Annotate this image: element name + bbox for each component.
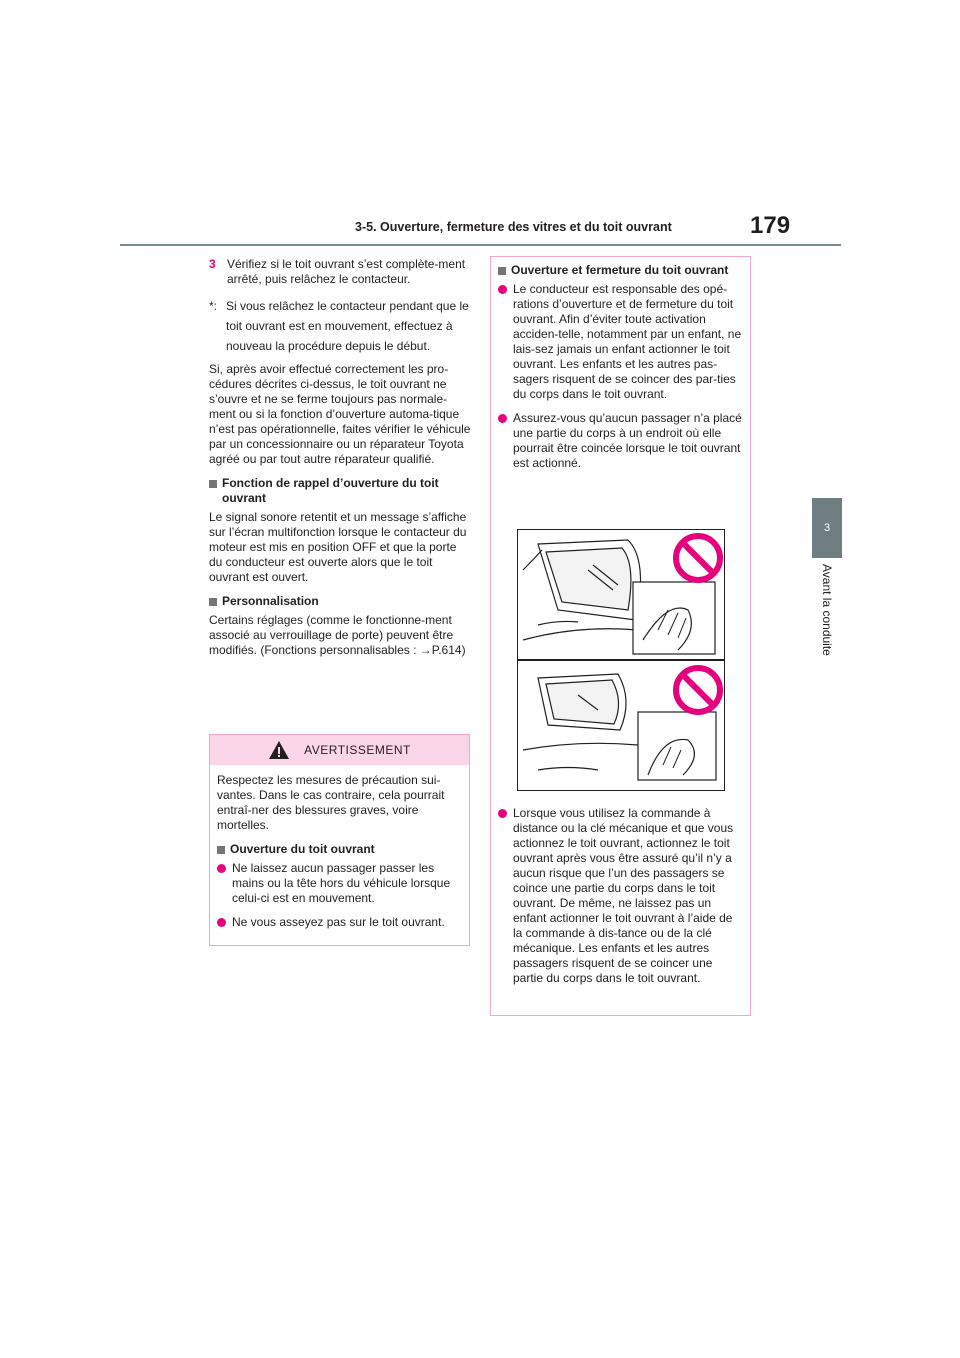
list-item: Le conducteur est responsable des opé-rations d’ouverture et de fermeture du toit ouvrant. Afin d’éviter toute activation acciden-telle, notamment par un enfant, ne lais-sez jamais un enfant actionner le toit ouvrant. Les enfants et les autres pas-sagers risquent de se coincer des par-ties du corps dans le toit ouvrant. xyxy=(498,282,742,402)
list-item: Ne laissez aucun passager passer les mains ou la tête hors du véhicule lorsque celui-ci est en mouvement. xyxy=(217,861,462,906)
bullet-icon xyxy=(498,414,507,423)
caution-heading: Ouverture et fermeture du toit ouvrant xyxy=(498,263,742,278)
step-3 xyxy=(209,257,471,287)
paragraph: Le signal sonore retentit et un message s’affiche sur l’écran multifonction lorsque le contacteur du moteur est mis en position OFF et que la porte du conducteur est ouverte alors que le toit ouvrant est ouvert. xyxy=(209,510,467,584)
chapter-label: Avant la conduite xyxy=(820,564,834,656)
list-item: Assurez-vous qu’aucun passager n’a placé une partie du corps à un endroit où elle pourrait être coincée lorsque le toit ouvrant est actionné. xyxy=(498,411,742,471)
paragraph: Si, après avoir effectué correctement les pro-cédures décrites ci-dessus, le toit ouvrant ne s’ouvre et ne se ferme toujours pas normale-ment ou si la fonction d’ouverture automa-tique n’est pas opérationnelle, faites vérifier le véhicule par un concessionnaire ou un réparateur Toyota agréé ou par tout autre réparateur qualifié. xyxy=(209,362,471,466)
step-number: 3 xyxy=(209,257,216,271)
page-number: 179 xyxy=(750,212,791,239)
caution-box xyxy=(490,256,751,1016)
section-heading: Fonction de rappel d’ouverture du toit ouvrant xyxy=(209,476,471,506)
bullet-icon xyxy=(217,918,226,927)
header-rule xyxy=(120,244,841,246)
step-text: Vérifiez si le toit ouvrant s’est complète-ment arrêté, puis relâchez le contacteur. xyxy=(227,257,466,286)
sunroof-illustration xyxy=(517,529,725,791)
list-item: Lorsque vous utilisez la commande à distance ou la clé mécanique et que vous actionnez le toit ouvrant, actionnez le toit ouvrant après vous être assuré qu’il n’y a aucun risque que l’un des passagers se coince une partie du corps dans le toit ouvrant. De même, ne laissez pas un enfant actionner le toit ouvrant à l’aide de la commande à dis-tance ou de la clé mécanique. Les enfants et les autres passagers risquent de se coincer une partie du corps dans le toit ouvrant. xyxy=(498,806,742,986)
square-bullet-icon xyxy=(209,598,217,606)
warning-triangle-icon xyxy=(268,740,290,760)
footnote-text: Si vous relâchez le contacteur pendant que le toit ouvrant est en mouvement, effectuez à nouveau la procédure depuis le début. xyxy=(226,299,469,353)
footnote-mark: *: xyxy=(209,299,218,313)
chapter-tab xyxy=(812,498,842,558)
bullet-icon xyxy=(498,809,507,818)
warning-subheading: Ouverture du toit ouvrant xyxy=(217,842,462,857)
paragraph: Certains réglages (comme le fonctionne-ment associé au verrouillage de porte) peuvent être modifiés. (Fonctions personnalisables : →P.614) xyxy=(209,613,466,657)
square-bullet-icon xyxy=(498,267,506,275)
footnote xyxy=(209,296,471,356)
square-bullet-icon xyxy=(217,846,225,854)
bullet-icon xyxy=(498,285,507,294)
list-item: Ne vous asseyez pas sur le toit ouvrant. xyxy=(217,915,462,930)
warning-intro: Respectez les mesures de précaution sui-vantes. Dans le cas contraire, cela pourrait entraî-ner des blessures graves, voire mortelles. xyxy=(217,773,445,832)
warning-title: AVERTISSEMENT xyxy=(304,742,411,757)
left-column xyxy=(209,257,471,667)
warning-header xyxy=(210,735,469,765)
bullet-icon xyxy=(217,864,226,873)
illustration-drawing xyxy=(518,530,724,790)
square-bullet-icon xyxy=(209,480,217,488)
section-heading: Personnalisation xyxy=(209,594,471,609)
warning-box xyxy=(209,734,470,946)
chapter-number: 3 xyxy=(823,522,831,534)
section-title: 3-5. Ouverture, fermeture des vitres et du toit ouvrant xyxy=(355,220,672,234)
